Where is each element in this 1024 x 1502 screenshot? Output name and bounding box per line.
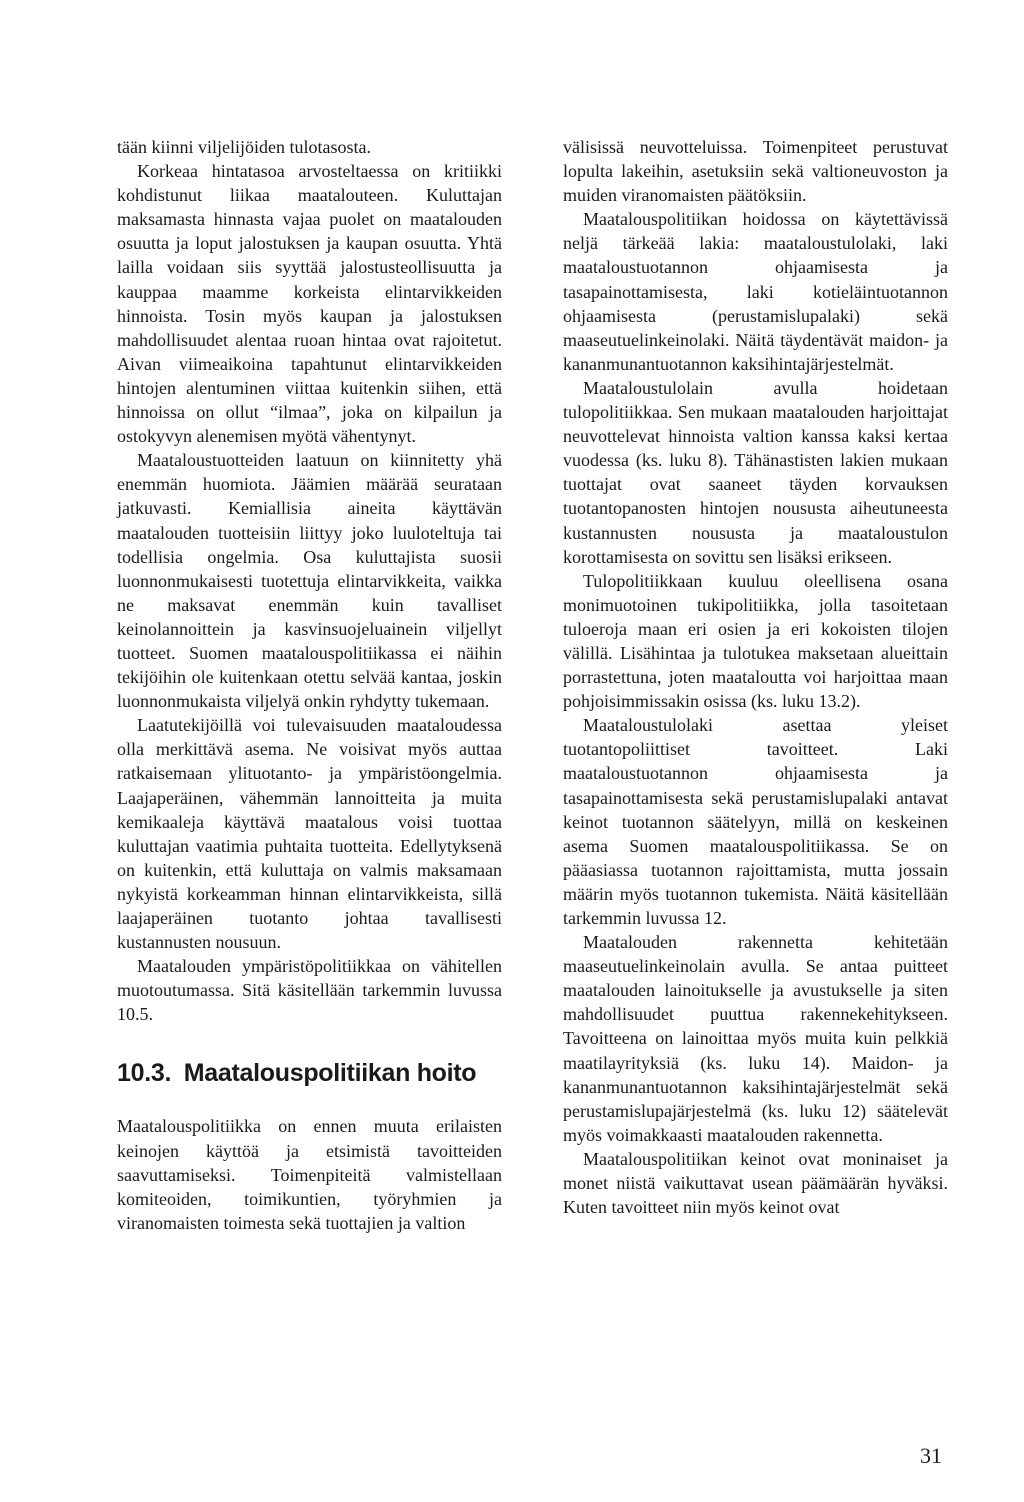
paragraph-quality-factors: Laatutekijöillä voi tulevaisuuden maataloudessa olla merkittävä asema. Ne voisivat myös auttaa ratkaisemaan ylituotanto- ja ympäristöongelmia. Laajaperäinen, vähemmän lannoitteita ja muita kemikaaleja käyttävä maatalous voisi tuottaa kuluttajan vaatimia puhtaita tuotteita. Edellytyksenä on kuitenkin, että kuluttaja on valmis maksamaan nykyistä korkeamman hinnan elintarvikkeista, sillä laajaperäinen tuotanto johtaa tavallisesti kustannusten nousuun. (117, 715, 502, 953)
paragraph-structure: Maatalouden rakennetta kehitetään maaseutuelinkeinolain avulla. Se antaa puitteet maatalouden lainoitukselle ja avustukselle ja siten mahdollisuudet puuttua rakennekehitykseen. Tavoitteena on lainoittaa myös muita kuin pelkkiä maatilayrityksiä (ks. luku 14). Maidon- ja kananmunantuotannon kaksihintajärjestelmät sekä perustamislupajärjestelmä (ks. luku 12) säätelevät myös voimakkaasti maatalouden rakennetta. (563, 932, 948, 1145)
paragraph-income-law: Maataloustulolain avulla hoidetaan tulopolitiikkaa. Sen mukaan maatalouden harjoittajat neuvottelevat hinnoista valtion kanssa kaksi kertaa vuodessa (ks. luku 8). Tähänastisten lakien mukaan tuottajat ovat saaneet täyden korvauksen tuotantopanosten hintojen noususta aiheutuneesta kustannusten noususta ja maataloustulon korottamisesta on sovittu sen lisäksi erikseen. (563, 377, 948, 567)
page-number: 31 (920, 1443, 942, 1468)
section-heading-number: 10.3. (117, 1059, 172, 1088)
paragraph-policy-means: Maatalouspolitiikka on ennen muuta erilaisten keinojen käyttöä ja etsimistä tavoitteiden saavuttamiseksi. Toimenpiteitä valmistellaan komiteoiden, toimikuntien, työryhmien ja viranomaisten toimesta sekä tuottajien ja valtion (117, 1116, 502, 1233)
paragraph-price-criticism: Korkeaa hintatasoa arvosteltaessa on kritiikki kohdistunut liikaa maatalouteen. Kuluttajan maksamasta hinnasta vajaa puolet on maatalouden osuutta ja loput jalostuksen ja kaupan osuutta. Yhtä lailla voidaan siis syyttää jalostusteollisuutta ja kauppaa maamme korkeista elintarvikkeiden hinnoista. Tosin myös kaupan ja jalostuksen mahdollisuudet alentaa ruoan hintaa ovat rajoitetut. Aivan viimeaikoina tapahtunut elintarvikkeiden hintojen alentuminen viittaa kuitenkin siihen, että hinnoissa on ollut “ilmaa”, joka on kilpailun ja ostokyvyn alenemisen myötä vähentynyt. (117, 161, 502, 447)
paragraph-environmental-policy: Maatalouden ympäristöpolitiikkaa on vähitellen muotoutumassa. Sitä käsitellään tarkemmin luvussa 10.5. (117, 956, 502, 1025)
right-column (563, 135, 948, 1219)
paragraph-policy-means-varied: Maatalouspolitiikan keinot ovat moninaiset ja monet niistä vaikuttavat usean päämäärän hyväksi. Kuten tavoitteet niin myös keinot ovat (563, 1148, 948, 1218)
paragraph-product-quality: Maataloustuotteiden laatuun on kiinnitetty yhä enemmän huomiota. Jäämien määrää seurataan jatkuvasti. Kemiallisia aineita käyttävän maatalouden tuotteisiin liittyy joko luuloteltuja tai todellisia ongelmia. Osa kuluttajista suosii luonnonmukaisesti tuotettuja elintarvikkeita, vaikka ne maksavat enemmän kuin tavalliset keinolannoittein ja kasvinsuojeluainein viljellyt tuotteet. Suomen maatalouspolitiikassa ei näihin tekijöihin ole kuitenkaan otettu selvää kantaa, joskin luonnonmukaista viljelyä onkin ryhdytty tukemaan. (117, 450, 502, 712)
paragraph-four-laws: Maatalouspolitiikan hoidossa on käytettävissä neljä tärkeää lakia: maataloustulolaki, laki maataloustuotannon ohjaamisesta ja tasapainottamisesta, laki kotieläintuotannon ohjaamisesta (perustamislupalaki) sekä maaseutuelinkeinolaki. Näitä täydentävät maidon- ja kananmunantuotannon kaksihintajärjestelmät. (563, 209, 948, 374)
left-column (117, 135, 502, 1235)
paragraph-continuation: tään kiinni viljelijöiden tulotasosta. (117, 137, 371, 157)
paragraph-income-policy: Tulopolitiikkaan kuuluu oleellisena osana monimuotoinen tukipolitiikka, jolla tasoitetaan tuloeroja maan eri osien ja eri kokoisten tilojen välillä. Lisähintaa ja tulotukea maksetaan alueittain porrastettuna, joten maataloutta voi harjoittaa maan pohjoisimmissakin osissa (ks. luku 13.2). (563, 570, 948, 712)
section-heading (117, 1058, 502, 1088)
paragraph-negotiations: välisissä neuvotteluissa. Toimenpiteet perustuvat lopulta lakeihin, asetuksiin sekä valtioneuvoston ja muiden viranomaisten päätöksiin. (563, 137, 948, 206)
paragraph-production-goals: Maataloustulolaki asettaa yleiset tuotantopoliittiset tavoitteet. Laki maataloustuotannon ohjaamisesta ja tasapainottamisesta sekä perustamislupalaki antavat keinot tuotannon säätelyyn, millä on keskeinen asema Suomen maatalouspolitiikassa. Se on pääasiassa tuotannon rajoittamista, mutta jossain määrin myös tuotannon tukemista. Näitä käsitellään tarkemmin luvussa 12. (563, 715, 948, 928)
section-heading-title: Maatalouspolitiikan hoito (183, 1059, 477, 1088)
